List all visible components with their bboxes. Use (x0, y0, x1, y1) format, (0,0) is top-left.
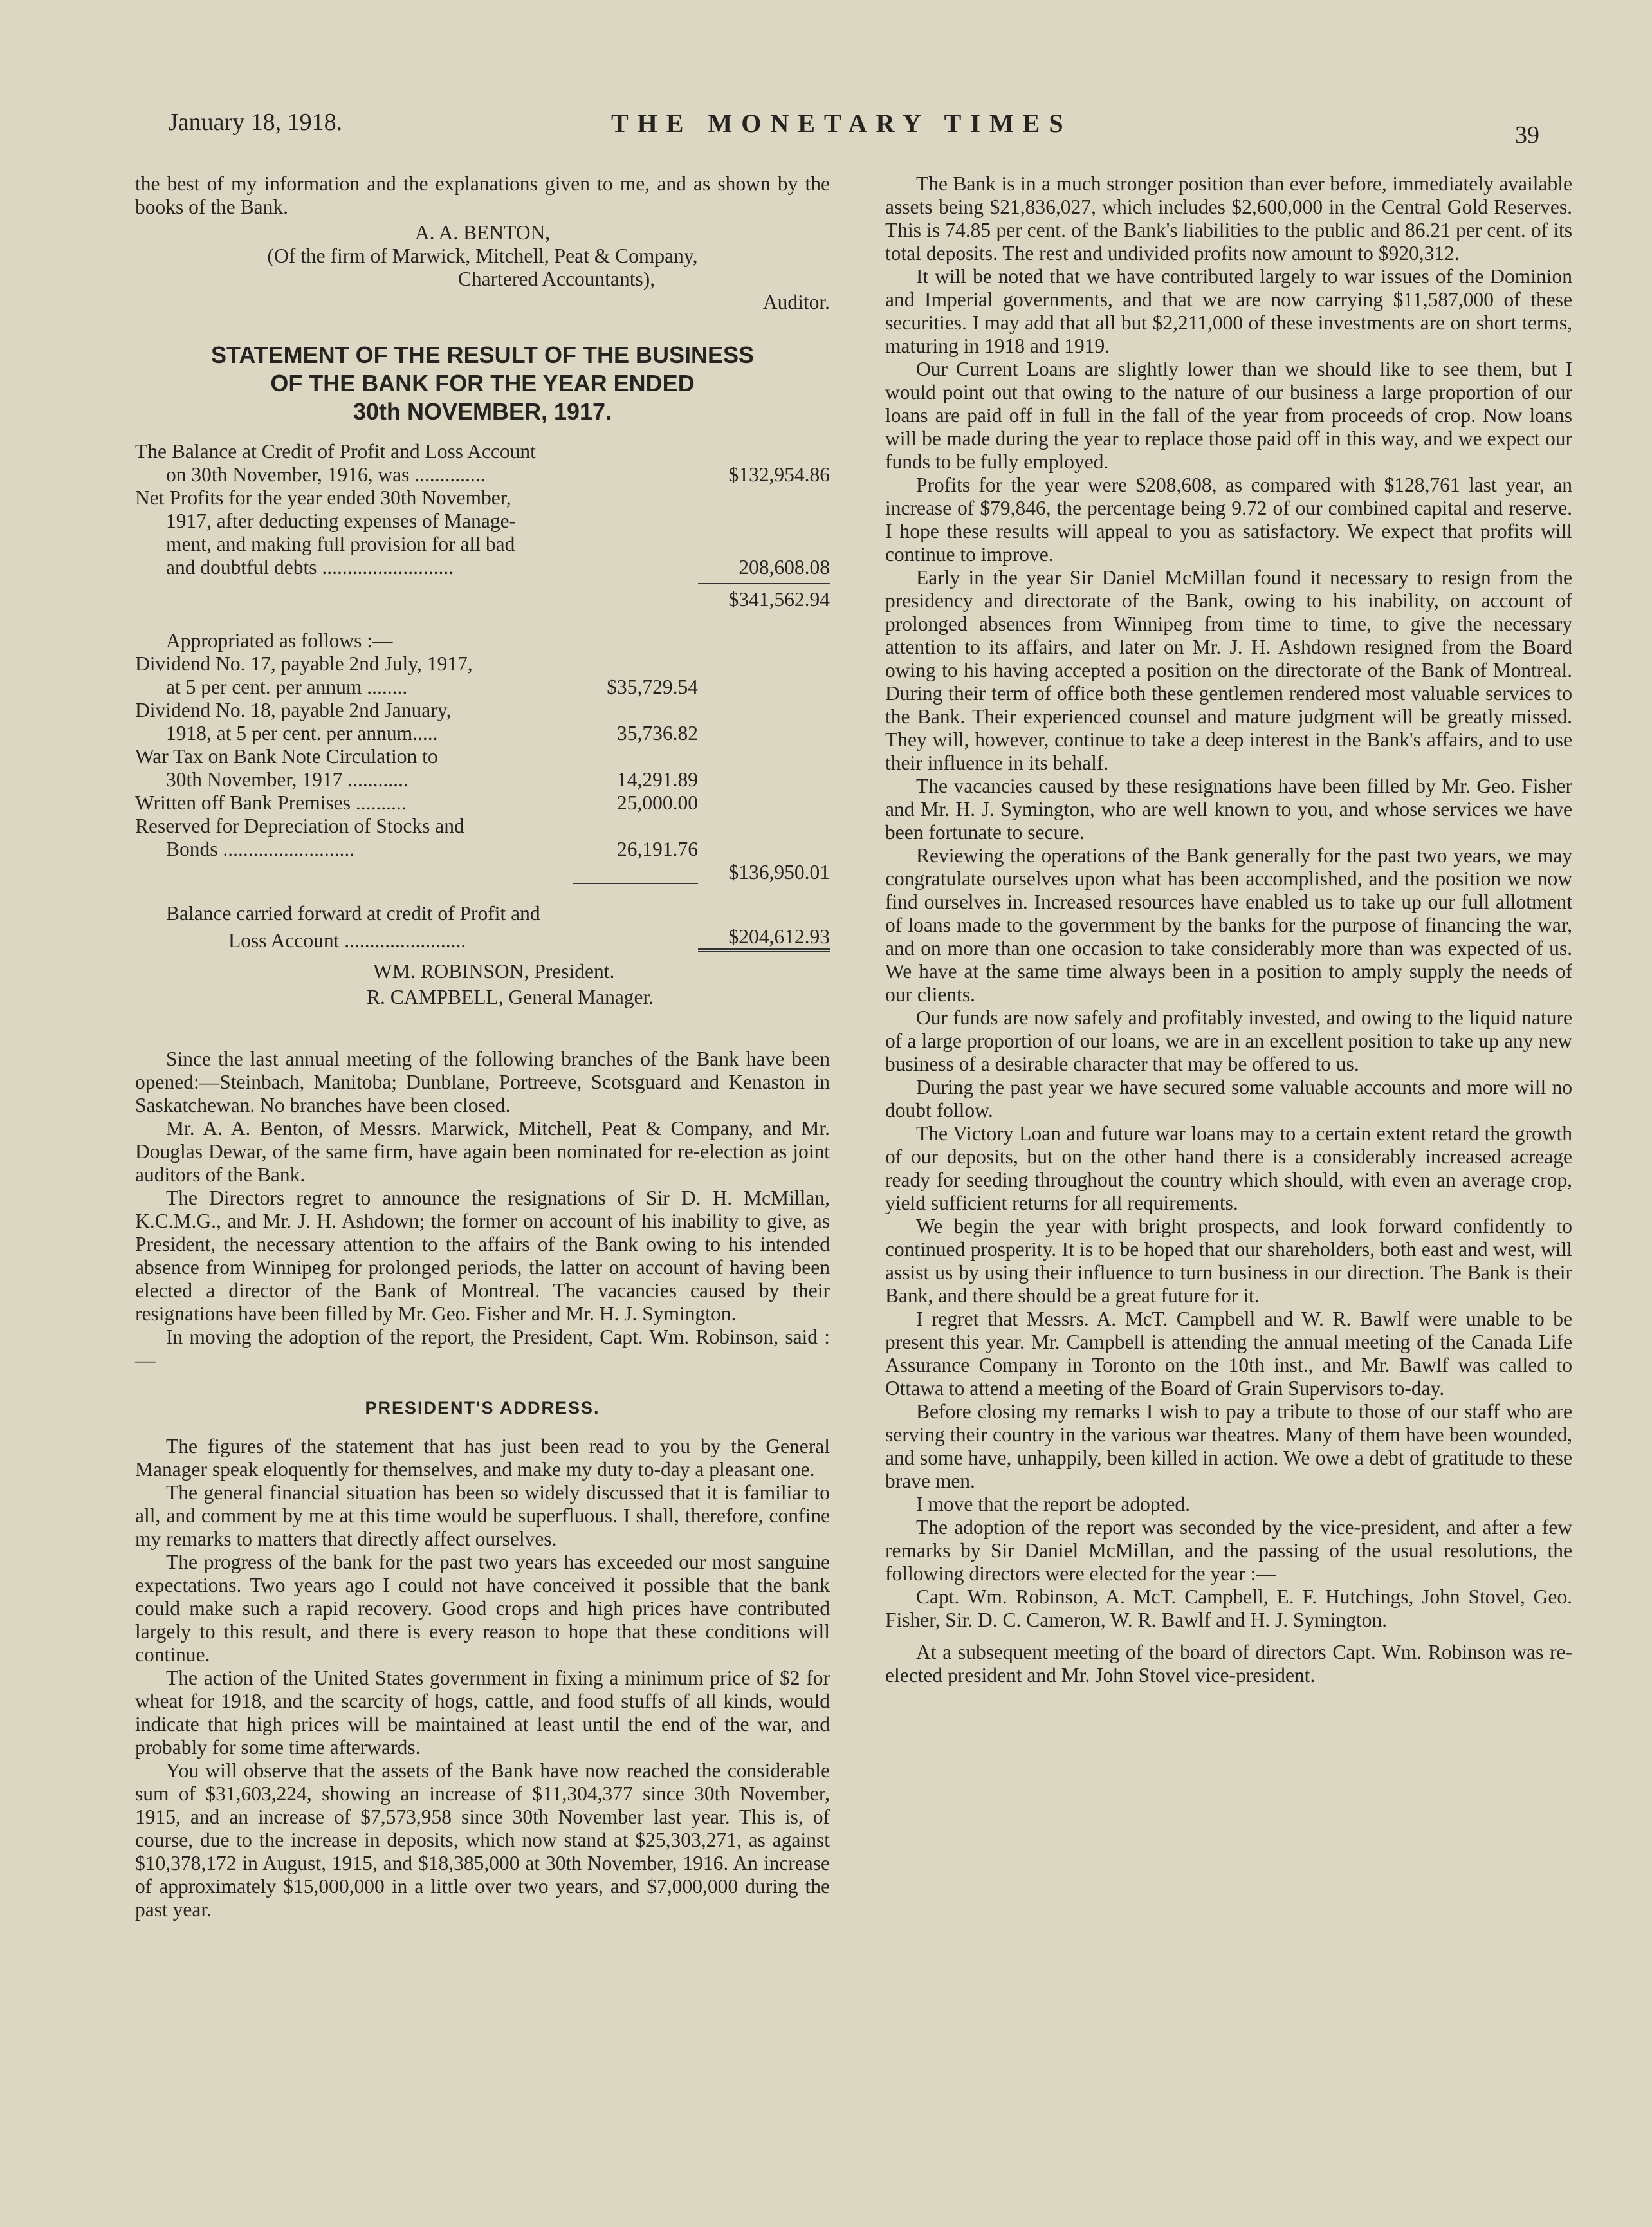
div17-row (135, 676, 830, 699)
net-row (135, 556, 830, 579)
right-paragraph-1: The Bank is in a much stronger position than ever before, immediately available assets being $21,836,027, which includes $2,600,000 in the Central Gold Reserves. This is 74.85 per cent. of the Bank's liabilities to the public and 86.21 per cent. of its total deposits. The rest and undivided profits now amount to $920,312. (885, 172, 1572, 264)
div18-line2: 1918, at 5 per cent. per annum..... (166, 722, 438, 744)
reserved-line2: Bonds .......................... (166, 838, 355, 860)
paragraph-branches: Since the last annual meeting of the following branches of the Bank have been opened:—Steinbach, Manitoba; Dunblane, Portreeve, Scotsguard and Kenaston in Saskatchewan. No branches have been closed. (135, 1048, 830, 1116)
auditor-firm-line2: Chartered Accountants), (457, 268, 656, 290)
right-paragraph-15: The adoption of the report was seconded by the vice-president, and after a few remarks by Sir Daniel McMillan, and the passing of the usual resolutions, the following directors were elected for the year :— (885, 1516, 1572, 1585)
premises-row (135, 791, 830, 815)
intro-text: the best of my information and the explanations given to me, and as shown by the books of the Bank. (135, 172, 830, 218)
directors-list: Capt. Wm. Robinson, A. McT. Campbell, E. F. Hutchings, John Stovel, Geo. Fisher, Sir. D. C. Cameron, W. R. Bawlf and H. J. Symington. (885, 1585, 1572, 1631)
right-paragraph-10: The Victory Loan and future war loans may to a certain extent retard the growth of our deposits, but on the other hand there is a considerably increased acreage ready for seeding throughout the country which should, with even an average crop, yield sufficient returns for all requirements. (885, 1122, 1572, 1214)
address-paragraph-1: The figures of the statement that has just been read to you by the General Manager speak eloquently for themselves, and make my duty to-day a pleasant one. (135, 1435, 830, 1481)
balance-line1: The Balance at Credit of Profit and Loss Account (135, 440, 536, 463)
address-paragraph-5: You will observe that the assets of the Bank have now reached the considerable sum of $31,603,224, showing an increase of $11,304,377 since 30th November, 1915, and an increase of $7,573,958 since 30th November last year. This is, of course, due to the increase in deposits, which now stand at $25,303,271, as against $10,378,172 in August, 1915, and $18,385,000 at 30th November, 1916. An increase of approximately $15,000,000 in a little over two years, and $7,000,000 during the past year. (135, 1759, 830, 1921)
total-row (135, 583, 830, 611)
auditor-signature (135, 221, 830, 314)
issue-date: January 18, 1918. (169, 109, 343, 136)
div17-line2: at 5 per cent. per annum ........ (166, 676, 408, 698)
div18-amount: 35,736.82 (617, 722, 698, 744)
auditor-name: A. A. BENTON, (414, 221, 551, 244)
right-paragraph-8: Our funds are now safely and profitably invested, and owing to the liquid nature of a large proportion of our loans, we are in an excellent position to take up any new business of a desirable character that may be offered to us. (885, 1006, 1572, 1075)
reserved-line1: Reserved for Depreciation of Stocks and (135, 815, 464, 837)
auditor-role: Auditor. (762, 291, 830, 313)
right-paragraph-11: We begin the year with bright prospects, and look forward confidently to continued prosperity. It is to be hoped that our shareholders, both east and west, will assist us by using their influence to turn business in our direction. The Bank is their Bank, and there should be a great future for it. (885, 1215, 1572, 1307)
war-amount: 14,291.89 (617, 768, 698, 791)
right-paragraph-6: The vacancies caused by these resignations have been filled by Mr. Geo. Fisher and Mr. H. J. Symington, who are well known to you, and whose services we have been fortunate to secure. (885, 775, 1572, 844)
war-line2: 30th November, 1917 ............ (166, 768, 408, 791)
appropriated-total-row (135, 861, 830, 884)
div18-line1: Dividend No. 18, payable 2nd January, (135, 699, 452, 721)
statement-title (135, 341, 830, 426)
paragraph-resignations: The Directors regret to announce the resignations of Sir D. H. McMillan, K.C.M.G., and Mr. J. H. Ashdown; the former on account of his inability to give, as President, the necessary attention to the affairs of the Bank owing to his intended absence from Winnipeg for prolonged periods, the latter on account of having been elected a director of the Bank of Montreal. The vacancies caused by their resignations have been filled by Mr. Geo. Fisher and Mr. H. J. Symington. (135, 1187, 830, 1325)
statement-title-line2: OF THE BANK FOR THE YEAR ENDED (270, 370, 695, 396)
right-paragraph-17: At a subsequent meeting of the board of directors Capt. Wm. Robinson was re-elected president and Mr. John Stovel vice-president. (885, 1641, 1572, 1686)
right-paragraph-9: During the past year we have secured some valuable accounts and more will no doubt follow. (885, 1076, 1572, 1122)
address-title: PRESIDENT'S ADDRESS. (365, 1398, 600, 1418)
right-column (885, 172, 1572, 1687)
div18-row (135, 722, 830, 745)
right-paragraph-4: Profits for the year were $208,608, as compared with $128,761 last year, an increase of $79,846, the percentage being 9.72 of our combined capital and reserve. I hope these results will appeal to you as satisfactory. We expect that profits will continue to improve. (885, 474, 1572, 566)
address-paragraph-2: The general financial situation has been so widely discussed that it is familiar to all, and comment by me at this time would be superfluous. I shall, therefore, confine my remarks to matters that directly affect ourselves. (135, 1481, 830, 1550)
war-row (135, 768, 830, 791)
reserved-amount: 26,191.76 (617, 838, 698, 860)
statement-officers (135, 959, 830, 1010)
div17-line1: Dividend No. 17, payable 2nd July, 1917, (135, 652, 473, 675)
net-amount: 208,608.08 (739, 556, 830, 578)
balance-line2: on 30th November, 1916, was .............. (166, 463, 486, 486)
premises-line: Written off Bank Premises .......... (135, 791, 407, 814)
right-paragraph-7: Reviewing the operations of the Bank generally for the past two years, we may congratulate ourselves upon what has been accomplished, and the position we now find ourselves in. Increased resources have enabled us to take up our full allotment of loans made to the government by the banks for the purpose of financing the war, and on more than one occasion to take considerably more than was expected of us. We have at the same time always been in a position to amply supply the needs of our clients. (885, 844, 1572, 1006)
statement-title-line3: 30th NOVEMBER, 1917. (353, 398, 612, 425)
carried-amount: $204,612.93 (698, 925, 830, 952)
net-line3: ment, and making full provision for all bad (166, 533, 515, 555)
reserved-row (135, 838, 830, 861)
net-line2: 1917, after deducting expenses of Manage- (166, 510, 517, 532)
statement-table (135, 440, 830, 1010)
carried-line1: Balance carried forward at credit of Profit and (166, 902, 540, 925)
carried-line2: Loss Account ........................ (228, 929, 466, 952)
auditor-firm-line1: (Of the firm of Marwick, Mitchell, Peat & Company, (267, 245, 698, 267)
appropriated-heading: Appropriated as follows :— (166, 629, 393, 652)
right-paragraph-14: I move that the report be adopted. (916, 1493, 1190, 1515)
war-line1: War Tax on Bank Note Circulation to (135, 745, 438, 768)
right-paragraph-12: I regret that Messrs. A. McT. Campbell and W. R. Bawlf were unable to be present this year. Mr. Campbell is attending the annual meeting of the Canada Life Assurance Company in Toronto on the 10th inst., and Mr. Bawlf was called to Ottawa to attend a meeting of the Board of Grain Supervisors to-day. (885, 1308, 1572, 1400)
address-paragraph-3: The progress of the bank for the past two years has exceeded our most sanguine expectations. Two years ago I could not have conceived it possible that the bank could make such a rapid recovery. Good crops and high prices have contributed largely to this result, and there is every reason to hope that these conditions will continue. (135, 1551, 830, 1666)
div17-amount: $35,729.54 (607, 676, 698, 698)
paragraph-moving: In moving the adoption of the report, the President, Capt. Wm. Robinson, said :— (135, 1326, 830, 1371)
premises-amount: 25,000.00 (617, 791, 698, 814)
right-paragraph-13: Before closing my remarks I wish to pay a tribute to those of our staff who are serving their country in the various war theatres. Many of them have been wounded, and some have, unhappily, been killed in action. We owe a debt of gratitude to these brave men. (885, 1400, 1572, 1492)
carried-row (135, 925, 830, 952)
page-number: 39 (1515, 122, 1539, 149)
net-line4: and doubtful debts .......................... (166, 556, 454, 578)
balance-row (135, 463, 830, 486)
appropriated-total: $136,950.01 (728, 861, 830, 883)
net-line1: Net Profits for the year ended 30th November, (135, 486, 511, 509)
right-paragraph-5: Early in the year Sir Daniel McMillan found it necessary to resign from the presidency and directorate of the Bank, owing to his inability, on account of prolonged absences from Winnipeg from time to time, to give the necessary attention to its affairs, and later on Mr. J. H. Ashdown resigned from the Board owing to his having accepted a position on the directorate of the Bank of Montreal. During their term of office both these gentlemen rendered most valuable services to the Bank. Their experienced counsel and mature judgment will be greatly missed. They will, however, continue to take a deep interest in the Bank's affairs, and to use their influence in its behalf. (885, 566, 1572, 774)
balance-amount: $132,954.86 (728, 463, 830, 486)
manager-signature: R. CAMPBELL, General Manager. (367, 986, 654, 1008)
address-paragraph-4: The action of the United States government in fixing a minimum price of $2 for wheat for 1918, and the scarcity of hogs, cattle, and food stuffs of all kinds, would indicate that high prices will be maintained at least until the end of the war, and probably for some time afterwards. (135, 1667, 830, 1759)
left-column (135, 172, 830, 1921)
masthead: THE MONETARY TIMES (611, 109, 1072, 138)
right-paragraph-2: It will be noted that we have contributed largely to war issues of the Dominion and Imperial governments, and that we are now carrying $11,587,000 of these securities. I may add that all but $2,211,000 of these investments are on short terms, maturing in 1918 and 1919. (885, 265, 1572, 357)
paragraph-auditors: Mr. A. A. Benton, of Messrs. Marwick, Mitchell, Peat & Company, and Mr. Douglas Dewar, of the same firm, have again been nominated for re-election as joint auditors of the Bank. (135, 1117, 830, 1186)
president-signature: WM. ROBINSON, President. (373, 960, 615, 983)
total-amount: $341,562.94 (698, 583, 830, 611)
statement-title-line1: STATEMENT OF THE RESULT OF THE BUSINESS (210, 342, 754, 368)
right-paragraph-3: Our Current Loans are slightly lower than we should like to see them, but I would point out that owing to the nature of our business a large proportion of our loans are paid off in full in the fall of the year from proceeds of crop. Now loans will be made during the year to replace those paid off in this way, and we expect our funds to be fully employed. (885, 358, 1572, 473)
